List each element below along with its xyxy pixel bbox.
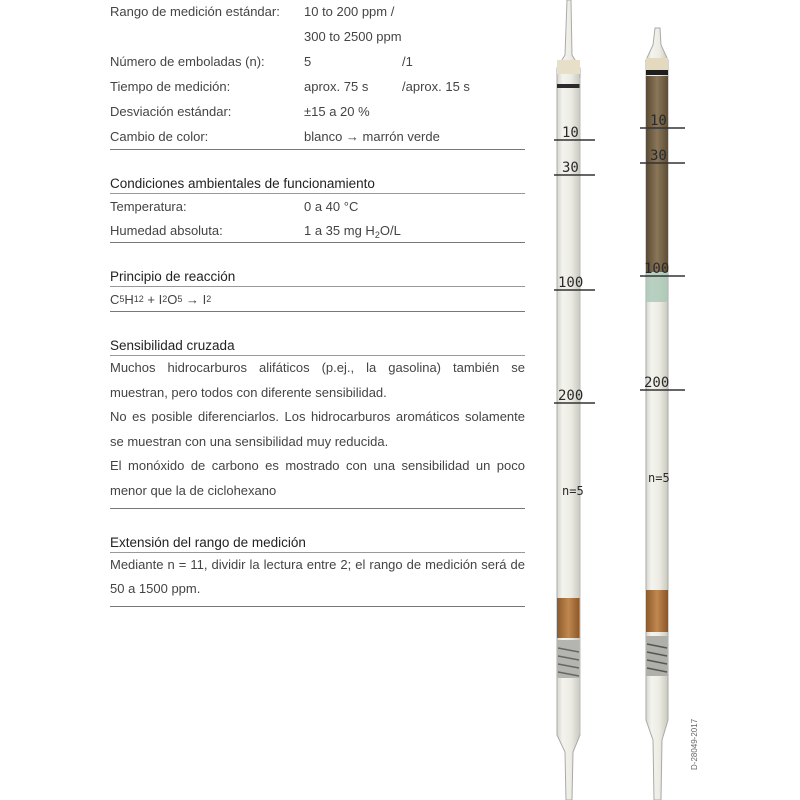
spec-value: /aprox. 15 s [402, 79, 470, 94]
spec-label: Desviación estándar: [110, 104, 232, 119]
spec-value: aprox. 75 s [304, 79, 369, 94]
temperature-row [110, 194, 525, 218]
section-heading-conditions: Condiciones ambientales de funcionamiento [110, 176, 375, 191]
spec-strokes-row [110, 49, 525, 74]
tube-right-tick-100: 100 [644, 261, 670, 277]
tube-left-tick-10: 10 [562, 125, 579, 141]
spec-value: 10 to 200 ppm / [304, 4, 395, 19]
spec-label: Número de emboladas (n): [110, 54, 265, 69]
tube-right-tick-30: 30 [650, 148, 667, 164]
spec-value: blanco → marrón verde [304, 129, 440, 144]
spec-value: ±15 a 20 % [304, 104, 370, 119]
reagent-layer [557, 598, 580, 638]
condition-label: Temperatura: [110, 198, 187, 214]
reaction-formula: C 5 H 12 + I 2 O 5 → I 2 [110, 291, 212, 307]
spec-deviation-row [110, 99, 525, 124]
tube-left-stroke-label: n=5 [562, 484, 584, 498]
spec-range-row [110, 0, 525, 24]
spec-value: 5 [304, 54, 312, 69]
tube-right-stroke-label: n=5 [648, 471, 670, 485]
spec-time-row [110, 74, 525, 99]
spec-range-row-2 [110, 24, 525, 49]
reacted-layer [646, 76, 668, 272]
document-id: D-28049-2017 [690, 718, 699, 770]
spec-label: Tiempo de medición: [110, 79, 231, 94]
detector-tubes-image [540, 0, 690, 800]
humidity-row [110, 218, 525, 242]
divider [110, 606, 525, 607]
paragraph: El monóxido de carbono es mostrado con una sensibilidad un poco menor que la de ciclohexano [110, 458, 525, 498]
tube-right-tick-10: 10 [650, 113, 667, 129]
spec-color-row [110, 124, 525, 149]
reagent-layer [646, 590, 668, 632]
spec-value: 300 to 2500 ppm [304, 29, 402, 44]
spec-value: /1 [402, 54, 413, 69]
section-heading-reaction: Principio de reacción [110, 269, 236, 284]
range-extension-text [110, 553, 525, 602]
condition-label: Humedad absoluta: [110, 222, 223, 238]
spec-label: Rango de medición estándar: [110, 4, 280, 19]
tube-left-tick-30: 30 [562, 160, 579, 176]
data-sheet [110, 0, 525, 607]
tube-right [640, 28, 685, 800]
tube-right-tick-200: 200 [644, 375, 670, 391]
condition-value: 0 a 40 °C [304, 198, 359, 214]
paragraph: Muchos hidrocarburos alifáticos (p.ej., la gasolina) también se muestran, pero todos con diferente sensibilidad. [110, 360, 525, 400]
tube-left-tick-100: 100 [558, 275, 584, 291]
section-heading-range-extension: Extensión del rango de medición [110, 534, 306, 550]
section-heading-cross-sensitivity: Sensibilidad cruzada [110, 338, 235, 353]
cross-sensitivity-text [110, 356, 525, 504]
spec-label: Cambio de color: [110, 129, 209, 144]
paragraph: No es posible diferenciarlos. Los hidrocarburos aromáticos solamente se muestran con una sensibilidad muy reducida. [110, 409, 525, 449]
tube-left-tick-200: 200 [558, 388, 584, 404]
paragraph: Mediante n = 11, dividir la lectura entre 2; el rango de medición será de 50 a 1500 ppm. [110, 556, 525, 597]
condition-value: 1 a 35 mg $H_2O/L$ [304, 222, 401, 240]
tube-left [554, 0, 595, 800]
